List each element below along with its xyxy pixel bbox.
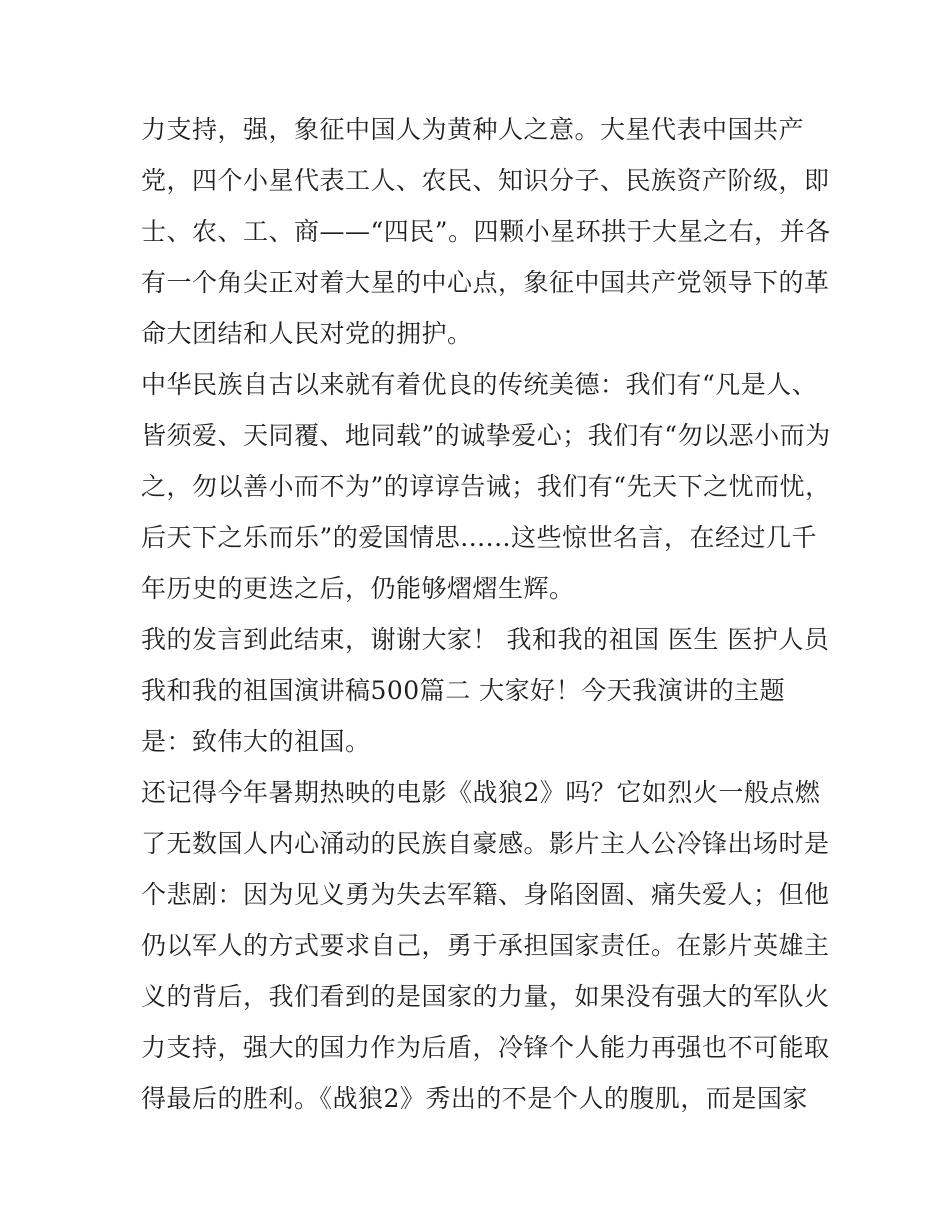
- text-line: 是：致伟大的祖国。: [141, 727, 371, 756]
- text-line: 我和我的祖国演讲稿500篇二 大家好！今天我演讲的主题: [141, 676, 786, 705]
- text-line: 仍以军人的方式要求自己，勇于承担国家责任。在影片英雄主: [141, 931, 830, 960]
- text-line: 得最后的胜利。《战狼2》秀出的不是个人的腹肌，而是国家: [141, 1084, 808, 1113]
- text-line: 命大团结和人民对党的拥护。: [141, 319, 473, 348]
- text-line: 年历史的更迭之后，仍能够熠熠生辉。: [141, 574, 575, 603]
- text-line: 后天下之乐而乐”的爱国情思......这些惊世名言，在经过几千: [141, 523, 817, 552]
- text-line: 之，勿以善小而不为”的谆谆告诫；我们有“先天下之忧而忧，: [141, 472, 831, 501]
- text-line: 士、农、工、商——“四民”。四颗小星环拱于大星之右，并各: [141, 217, 831, 246]
- text-line: 有一个角尖正对着大星的中心点，象征中国共产党领导下的革: [141, 268, 830, 297]
- text-line: 党，四个小星代表工人、农民、知识分子、民族资产阶级，即: [141, 166, 830, 195]
- text-line: 了无数国人内心涌动的民族自豪感。影片主人公冷锋出场时是: [141, 829, 830, 858]
- text-line: 个悲剧：因为见义勇为失去军籍、身陷囹圄、痛失爱人；但他: [141, 880, 830, 909]
- text-line: 力支持，强，象征中国人为黄种人之意。大星代表中国共产: [141, 115, 805, 144]
- text-line: 还记得今年暑期热映的电影《战狼2》吗？它如烈火一般点燃: [141, 778, 821, 807]
- text-line: 中华民族自古以来就有着优良的传统美德：我们有“凡是人、: [141, 370, 818, 399]
- text-line: 我的发言到此结束，谢谢大家！ 我和我的祖国 医生 医护人员: [141, 625, 830, 654]
- text-line: 义的背后，我们看到的是国家的力量，如果没有强大的军队火: [141, 982, 830, 1011]
- text-line: 力支持，强大的国力作为后盾，冷锋个人能力再强也不可能取: [141, 1033, 830, 1062]
- text-line: 皆须爱、天同覆、地同载”的诚挚爱心；我们有“勿以恶小而为: [141, 421, 831, 450]
